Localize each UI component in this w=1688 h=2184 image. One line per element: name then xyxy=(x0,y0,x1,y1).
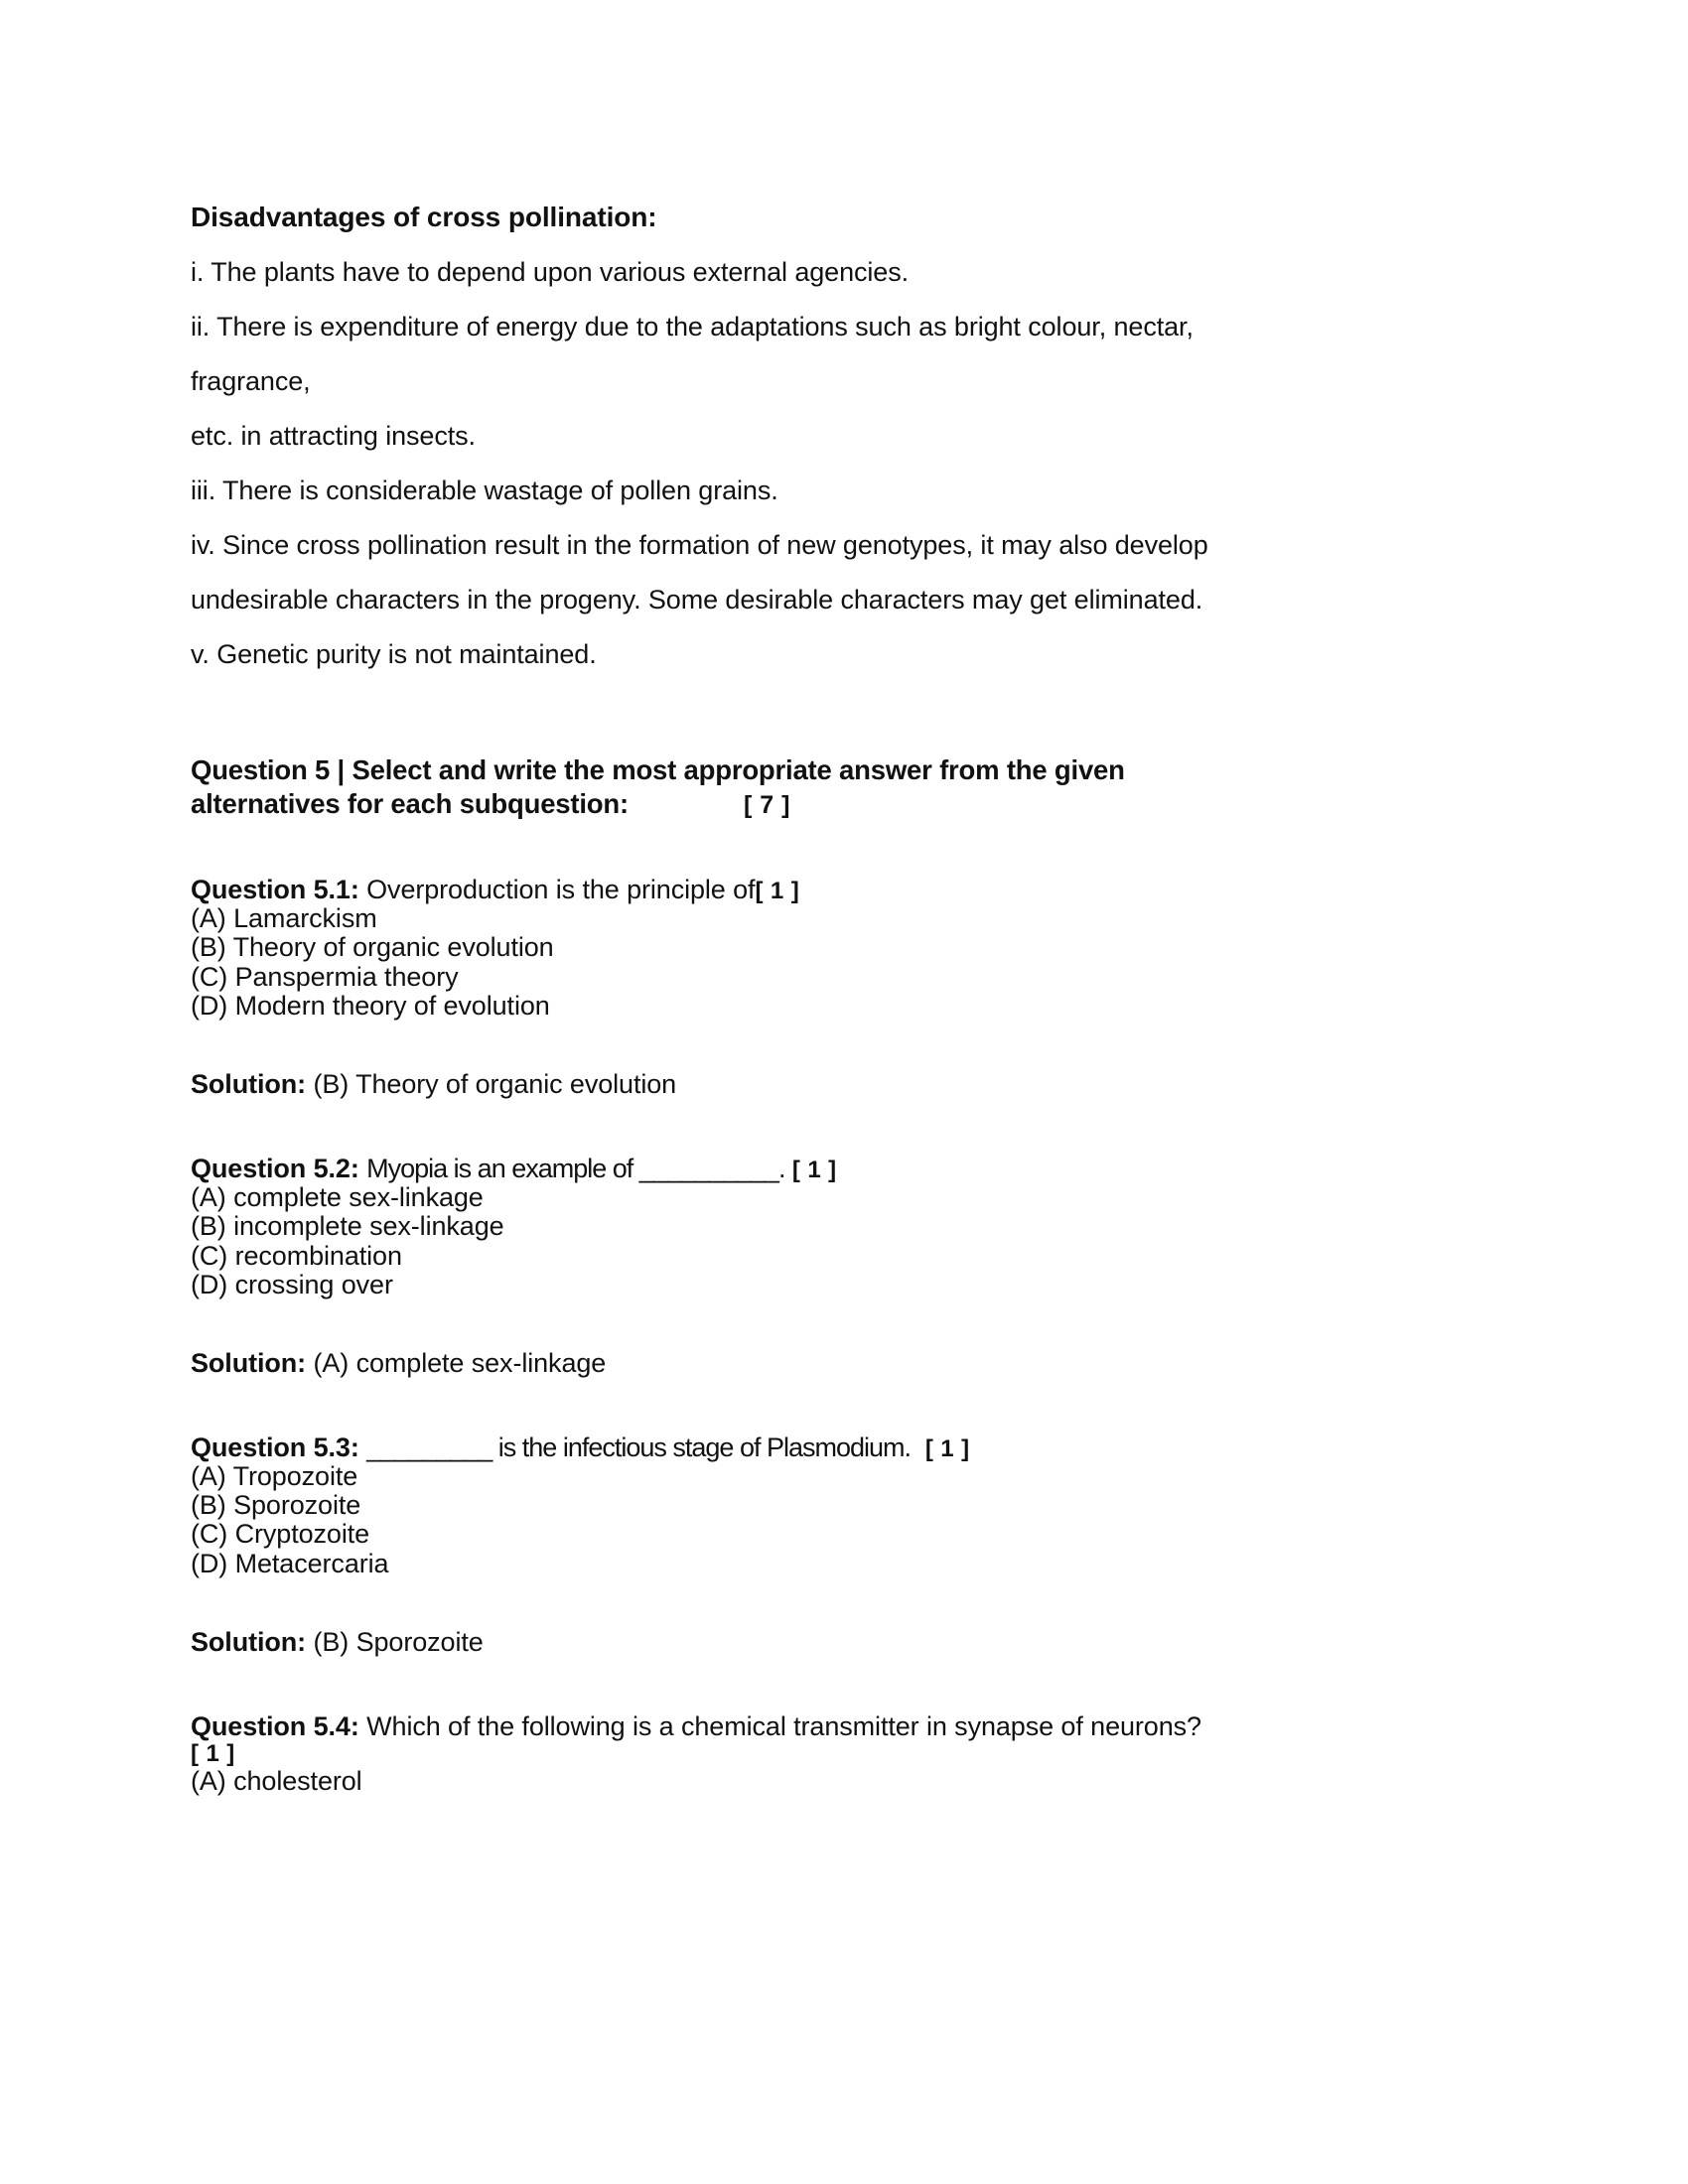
subquestion-5-3-prompt xyxy=(191,1433,1511,1462)
subquestion-5-1-prompt xyxy=(191,876,1511,904)
subquestion-5-2-label: Question 5.2: xyxy=(191,1154,359,1184)
solution-text: (A) complete sex-linkage xyxy=(313,1347,607,1378)
subquestion-5-2 xyxy=(191,1155,1511,1378)
subquestion-5-3-label: Question 5.3: xyxy=(191,1432,359,1462)
solution-text: (B) Sporozoite xyxy=(313,1626,484,1657)
option-a[interactable]: (A) Tropozoite xyxy=(191,1461,358,1492)
subquestion-5-4-marks: [ 1 ] xyxy=(191,1740,235,1768)
section-heading-disadvantages: Disadvantages of cross pollination: xyxy=(191,202,657,232)
intro-line-iv: iv. Since cross pollination result in the formation of new genotypes, it may also develop xyxy=(191,530,1208,560)
subquestion-5-4 xyxy=(191,1712,1511,1796)
document-body xyxy=(191,204,1511,1796)
subquestion-5-1-label: Question 5.1: xyxy=(191,875,359,905)
option-a[interactable]: (A) complete sex-linkage xyxy=(191,1182,484,1213)
option-b[interactable]: (B) Theory of organic evolution xyxy=(191,932,554,963)
question5-heading-line1: Question 5 | Select and write the most appropriate answer from the given xyxy=(191,754,1125,785)
subquestion-5-3-solution xyxy=(191,1628,1511,1657)
subquestion-5-3-marks: [ 1 ] xyxy=(924,1434,970,1462)
option-c[interactable]: (C) Panspermia theory xyxy=(191,961,459,992)
intro-line-iii: iii. There is considerable wastage of pollen grains. xyxy=(191,476,778,505)
subquestion-5-2-prompt xyxy=(191,1155,1511,1183)
intro-line-ii-cont2: etc. in attracting insects. xyxy=(191,421,476,451)
intro-line-i: i. The plants have to depend upon various external agencies. xyxy=(191,257,910,287)
option-a[interactable]: (A) Lamarckism xyxy=(191,903,377,934)
subquestion-5-2-marks: [ 1 ] xyxy=(791,1157,837,1184)
solution-label: Solution: xyxy=(191,1626,307,1657)
subquestion-5-3 xyxy=(191,1433,1511,1657)
subquestion-5-4-label: Question 5.4: xyxy=(191,1710,359,1741)
subquestion-5-2-solution xyxy=(191,1349,1511,1378)
solution-text: (B) Theory of organic evolution xyxy=(313,1068,677,1099)
option-c[interactable]: (C) recombination xyxy=(191,1240,402,1271)
option-b[interactable]: (B) Sporozoite xyxy=(191,1490,361,1521)
subquestion-5-2-options xyxy=(191,1183,1511,1299)
subquestion-5-3-options xyxy=(191,1462,1511,1578)
subquestion-5-1-marks: [ 1 ] xyxy=(755,878,800,905)
question5-heading-line2: alternatives for each subquestion: xyxy=(191,787,629,819)
option-d[interactable]: (D) Metacercaria xyxy=(191,1548,389,1578)
intro-line-iv-cont: undesirable characters in the progeny. Some desirable characters may get eliminated. xyxy=(191,585,1203,614)
subquestion-5-1-solution xyxy=(191,1070,1511,1099)
question5-marks: [ 7 ] xyxy=(743,790,790,819)
solution-label: Solution: xyxy=(191,1347,307,1378)
subquestion-5-1-text: Overproduction is the principle of xyxy=(366,875,756,905)
subquestion-5-3-text: _________ is the infectious stage of Plasmodium. xyxy=(366,1432,912,1462)
subquestion-5-1-options xyxy=(191,904,1511,1021)
intro-line-v: v. Genetic purity is not maintained. xyxy=(191,639,597,669)
solution-label: Solution: xyxy=(191,1068,307,1099)
intro-line-ii: ii. There is expenditure of energy due to the adaptations such as bright colour, nectar, xyxy=(191,312,1194,341)
subquestion-5-1 xyxy=(191,876,1511,1099)
subquestion-5-4-text: Which of the following is a chemical transmitter in synapse of neurons? xyxy=(366,1710,1201,1741)
question5-heading xyxy=(191,753,1313,820)
option-d[interactable]: (D) crossing over xyxy=(191,1269,393,1299)
subquestion-5-4-prompt xyxy=(191,1712,1511,1741)
option-c[interactable]: (C) Cryptozoite xyxy=(191,1519,370,1550)
option-a[interactable]: (A) cholesterol xyxy=(191,1765,362,1796)
option-b[interactable]: (B) incomplete sex-linkage xyxy=(191,1211,504,1242)
subquestion-5-4-options xyxy=(191,1767,1511,1796)
option-d[interactable]: (D) Modern theory of evolution xyxy=(191,990,550,1021)
intro-line-ii-cont: fragrance, xyxy=(191,366,311,396)
subquestion-5-2-text: Myopia is an example of __________. xyxy=(366,1154,785,1184)
